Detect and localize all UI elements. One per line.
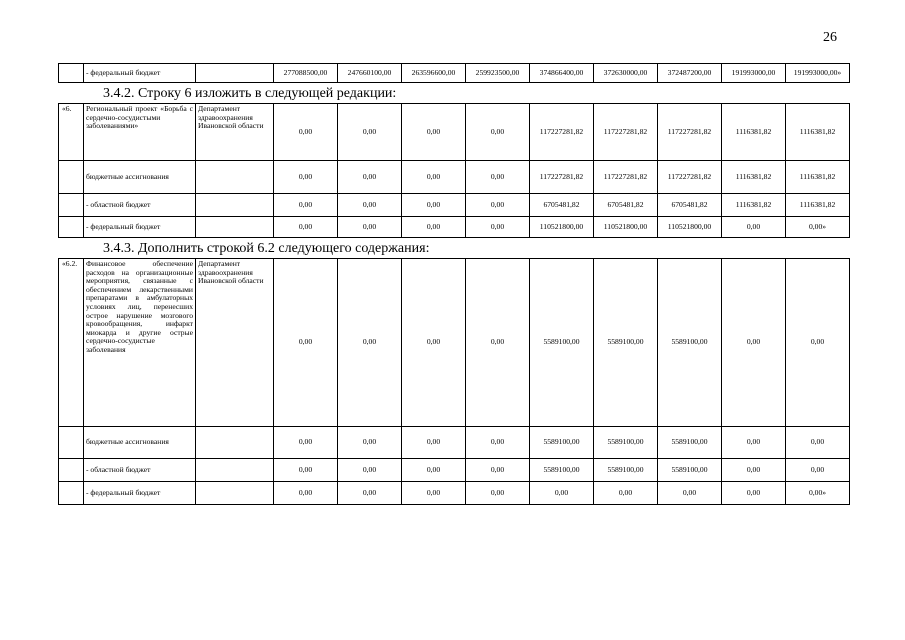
value-cell: 0,00: [274, 482, 338, 505]
value-cell: 0,00: [402, 104, 466, 161]
page-number: 26: [823, 30, 837, 45]
value-cell: 277088500,00: [274, 64, 338, 83]
value-cell: 0,00: [786, 459, 850, 482]
value-cell: 374866400,00: [530, 64, 594, 83]
row-name: - федеральный бюджет: [84, 64, 196, 83]
value-cell: 191993000,00»: [786, 64, 850, 83]
row-number: [59, 459, 84, 482]
value-cell: 1116381,82: [722, 161, 786, 194]
table-row: [59, 217, 850, 238]
value-cell: 5589100,00: [594, 459, 658, 482]
table-row: [59, 259, 850, 427]
value-cell: 5589100,00: [658, 427, 722, 459]
value-cell: 5589100,00: [658, 259, 722, 427]
value-cell: 0,00: [274, 104, 338, 161]
value-cell: 117227281,82: [658, 161, 722, 194]
value-cell: 263596600,00: [402, 64, 466, 83]
value-cell: 1116381,82: [786, 104, 850, 161]
table-row: [59, 161, 850, 194]
value-cell: 6705481,82: [530, 194, 594, 217]
row-number: [59, 427, 84, 459]
value-cell: 117227281,82: [530, 161, 594, 194]
table-row: [59, 427, 850, 459]
row-executor: [196, 64, 274, 83]
value-cell: 6705481,82: [658, 194, 722, 217]
value-cell: 0,00: [274, 427, 338, 459]
table-row: [59, 104, 850, 161]
value-cell: 0,00: [402, 161, 466, 194]
value-cell: 0,00: [274, 161, 338, 194]
value-cell: 247660100,00: [338, 64, 402, 83]
top-table: [58, 63, 850, 83]
value-cell: 110521800,00: [530, 217, 594, 238]
row-name: - федеральный бюджет: [84, 482, 196, 505]
value-cell: 0,00: [338, 459, 402, 482]
value-cell: 0,00»: [786, 482, 850, 505]
value-cell: 372487200,00: [658, 64, 722, 83]
value-cell: 1116381,82: [786, 161, 850, 194]
table-row: [59, 194, 850, 217]
value-cell: 0,00: [594, 482, 658, 505]
row-executor: [196, 194, 274, 217]
value-cell: 0,00: [274, 459, 338, 482]
value-cell: 5589100,00: [530, 259, 594, 427]
row-number: «6.: [59, 104, 84, 161]
value-cell: 259923500,00: [466, 64, 530, 83]
table-row: [59, 64, 850, 83]
value-cell: 0,00: [722, 259, 786, 427]
value-cell: 0,00: [274, 194, 338, 217]
row-number: [59, 161, 84, 194]
row-executor: Департамент здравоохранения Ивановской области: [196, 259, 274, 427]
row-number: [59, 482, 84, 505]
value-cell: 0,00: [466, 482, 530, 505]
value-cell: 0,00: [786, 259, 850, 427]
table-row: [59, 482, 850, 505]
value-cell: 0,00: [722, 482, 786, 505]
value-cell: 372630000,00: [594, 64, 658, 83]
value-cell: 5589100,00: [594, 259, 658, 427]
value-cell: 5589100,00: [658, 459, 722, 482]
value-cell: 5589100,00: [594, 427, 658, 459]
value-cell: 0,00: [338, 104, 402, 161]
row-executor: Департамент здравоохранения Ивановской области: [196, 104, 274, 161]
row-number: [59, 194, 84, 217]
value-cell: 0,00: [338, 194, 402, 217]
value-cell: 0,00: [338, 217, 402, 238]
value-cell: 0,00»: [786, 217, 850, 238]
value-cell: 0,00: [274, 217, 338, 238]
value-cell: 117227281,82: [530, 104, 594, 161]
row-name: - федеральный бюджет: [84, 217, 196, 238]
value-cell: 5589100,00: [530, 427, 594, 459]
value-cell: 0,00: [466, 459, 530, 482]
value-cell: 0,00: [722, 427, 786, 459]
row-name: Финансовое обеспечение расходов на организационные мероприятия, связанные с обеспечением лекарственными препаратами в амбулаторных условиях лиц, перенесших острое нарушение мозгового кровообращения, инфаркт миокарда и другие острые сердечно-сосудистые заболевания: [84, 259, 196, 427]
value-cell: 117227281,82: [658, 104, 722, 161]
value-cell: 0,00: [338, 427, 402, 459]
value-cell: 1116381,82: [786, 194, 850, 217]
value-cell: 0,00: [338, 259, 402, 427]
value-cell: 0,00: [338, 161, 402, 194]
table-row-6: [58, 103, 850, 238]
value-cell: 0,00: [466, 217, 530, 238]
value-cell: 0,00: [274, 259, 338, 427]
value-cell: 0,00: [786, 427, 850, 459]
value-cell: 0,00: [466, 427, 530, 459]
value-cell: 0,00: [338, 482, 402, 505]
value-cell: 0,00: [658, 482, 722, 505]
value-cell: 0,00: [402, 427, 466, 459]
value-cell: 0,00: [402, 482, 466, 505]
value-cell: 0,00: [402, 259, 466, 427]
value-cell: 0,00: [402, 194, 466, 217]
row-name: - областной бюджет: [84, 459, 196, 482]
table-row-6-2: [58, 258, 850, 505]
row-number: «6.2.: [59, 259, 84, 427]
row-name: бюджетные ассигнования: [84, 427, 196, 459]
row-number: [59, 64, 84, 83]
row-executor: [196, 482, 274, 505]
section-heading: 3.4.2. Строку 6 изложить в следующей редакции:: [103, 86, 397, 101]
value-cell: 117227281,82: [594, 161, 658, 194]
row-number: [59, 217, 84, 238]
row-name: бюджетные ассигнования: [84, 161, 196, 194]
value-cell: 1116381,82: [722, 194, 786, 217]
value-cell: 6705481,82: [594, 194, 658, 217]
row-name: - областной бюджет: [84, 194, 196, 217]
value-cell: 110521800,00: [658, 217, 722, 238]
section-heading: 3.4.3. Дополнить строкой 6.2 следующего содержания:: [103, 241, 430, 256]
value-cell: 0,00: [530, 482, 594, 505]
value-cell: 5589100,00: [530, 459, 594, 482]
value-cell: 0,00: [466, 194, 530, 217]
row-name: Региональный проект «Борьба с сердечно-сосудистыми заболеваниями»: [84, 104, 196, 161]
row-executor: [196, 161, 274, 194]
value-cell: 110521800,00: [594, 217, 658, 238]
row-executor: [196, 459, 274, 482]
row-executor: [196, 427, 274, 459]
table-row: [59, 459, 850, 482]
value-cell: 117227281,82: [594, 104, 658, 161]
row-executor: [196, 217, 274, 238]
value-cell: 0,00: [722, 217, 786, 238]
value-cell: 0,00: [722, 459, 786, 482]
value-cell: 0,00: [402, 459, 466, 482]
value-cell: 0,00: [466, 104, 530, 161]
value-cell: 0,00: [402, 217, 466, 238]
value-cell: 0,00: [466, 161, 530, 194]
value-cell: 0,00: [466, 259, 530, 427]
value-cell: 191993000,00: [722, 64, 786, 83]
value-cell: 1116381,82: [722, 104, 786, 161]
